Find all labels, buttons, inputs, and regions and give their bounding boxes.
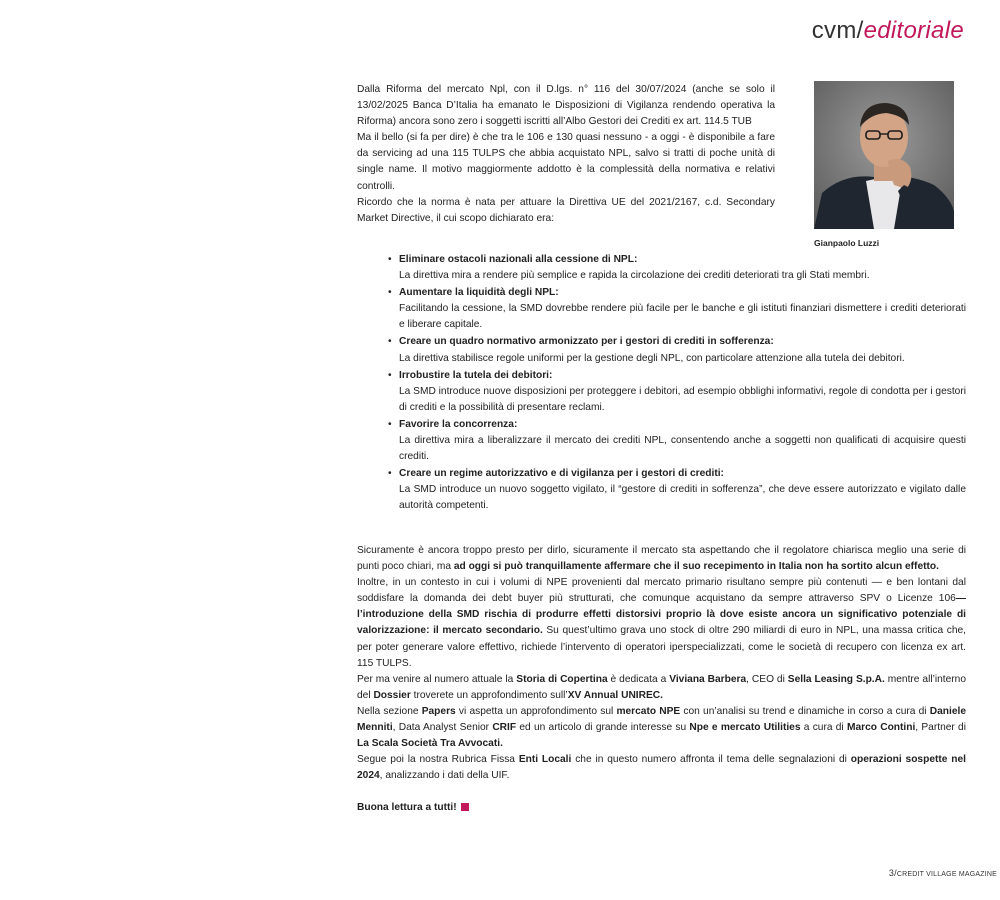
closing-text: Buona lettura a tutti!: [357, 802, 457, 814]
bold-run: Storia di Copertina: [516, 673, 608, 685]
intro-paragraph: Ma il bello (si fa per dire) è che tra le 106 e 130 quasi nessuno - a oggi - è disponibile a fare da servicing ad una 115 TULPS che abbia acquistato NPL, salvo si tratti di poche unità di single name. Il motivo maggiormente addotto è la complessità della normativa e relativi controlli.: [357, 132, 775, 192]
body-paragraph: [357, 575, 966, 672]
page-footer: [889, 868, 997, 878]
list-item-title: • Eliminare ostacoli nazionali alla cessione di NPL:: [399, 254, 638, 265]
text-run: Su quest’ultimo grava uno stock di oltre 290 miliardi di euro in NPL, una massa critica che, per poter generare valore effettivo, richiede l’intervento di operatori iperspecializzati, come le società di recupero con licenza ex art. 115 TULPS.: [357, 625, 966, 669]
bold-run: Npe e mercato Utilities: [689, 722, 801, 734]
text-run: , CEO di: [746, 673, 788, 685]
list-item-text: La direttiva mira a liberalizzare il mercato dei crediti NPL, consentendo anche a soggetti non qualificati di acquisire questi crediti.: [399, 435, 966, 463]
text-run: vi aspetta un approfondimento sul: [455, 705, 617, 717]
list-item: [388, 466, 966, 514]
intro-text: [357, 82, 775, 227]
closing-line: [357, 800, 966, 816]
body-paragraph: [357, 752, 966, 784]
text-run: , Partner di: [915, 722, 966, 734]
bold-run: Dossier: [373, 689, 411, 701]
magazine-brand: cvm/: [811, 17, 864, 44]
body-paragraph: [357, 543, 966, 575]
page-number: 3/: [888, 868, 897, 878]
magazine-section-title: [812, 16, 964, 46]
section-name: editoriale: [863, 17, 964, 44]
list-item-text: La SMD introduce nuove disposizioni per proteggere i debitori, ad esempio obblighi informativi, regole di condotta per i gestori di crediti e la possibilità di presentare reclami.: [399, 385, 966, 413]
text-run: Per ma venire al numero attuale la: [357, 673, 517, 685]
end-mark-icon: [461, 803, 469, 811]
list-item: [388, 368, 966, 416]
editorial-body: [357, 543, 966, 817]
body-paragraph: [357, 704, 966, 752]
text-run: Nella sezione: [357, 705, 422, 717]
magazine-name: CREDIT VILLAGE MAGAZINE: [896, 871, 997, 878]
list-item-text: Facilitando la cessione, la SMD dovrebbe rendere più facile per le banche e gli istituti finanziari dismettere i crediti deteriorati e liberare capitale.: [399, 303, 966, 331]
author-photo: [814, 81, 954, 229]
bold-run: Papers: [421, 705, 456, 717]
bold-run: ad oggi si può tranquillamente affermare che il suo recepimento in Italia non ha sortito alcun effetto.: [453, 561, 939, 573]
text-run: mentre all’interno del: [357, 673, 967, 701]
author-caption: Gianpaolo Luzzi: [814, 238, 880, 248]
bold-run: XV Annual UNIREC.: [567, 689, 663, 701]
text-run: Segue poi la nostra Rubrica Fissa: [357, 754, 519, 766]
text-run: , analizzando i dati della UIF.: [379, 770, 510, 782]
bold-run: CRIF: [492, 722, 517, 734]
bold-run: La Scala Società Tra Avvocati.: [357, 738, 503, 750]
bold-run: Sella Leasing S.p.A.: [787, 673, 885, 685]
intro-paragraph: Ricordo che la norma è nata per attuare la Direttiva UE del 2021/2167, c.d. Secondary Market Directive, il cui scopo dichiarato era:: [357, 196, 775, 224]
bold-run: Marco Contini: [846, 722, 916, 734]
list-item-title: • Creare un quadro normativo armonizzato per i gestori di crediti in sofferenza:: [399, 336, 774, 348]
intro-paragraph: Dalla Riforma del mercato Npl, con il D.lgs. n° 116 del 30/07/2024 (anche se solo il 13/02/2025 Banca D’Italia ha emanato le Disposizioni di Vigilanza rendendo operativa la Riforma) ancora sono zero i soggetti iscritti all’Albo Gestori dei Crediti ex art. 114.5 TUB: [357, 84, 775, 128]
text-run: a cura di: [800, 722, 847, 734]
list-item-text: La direttiva stabilisce regole uniformi per la gestione degli NPL, con particolare attenzione alla tutela dei debitori.: [399, 352, 905, 364]
text-run: , Data Analyst Senior: [392, 722, 493, 734]
list-item: [388, 252, 966, 284]
bold-run: mercato NPE: [616, 705, 681, 717]
body-paragraph: [357, 672, 966, 704]
list-item-title: • Creare un regime autorizzativo e di vigilanza per i gestori di crediti:: [399, 468, 724, 480]
bold-run: Enti Locali: [518, 754, 572, 766]
list-item-text: La direttiva mira a rendere più semplice e rapida la circolazione dei crediti deteriorati tra gli Stati membri.: [399, 270, 870, 282]
text-run: che in questo numero affronta il tema delle segnalazioni di: [571, 754, 851, 766]
text-run: Sicuramente è ancora troppo presto per dirlo, sicuramente il mercato sta aspettando che il regolatore chiarisca meglio una serie di punti poco chiari, ma: [357, 545, 966, 573]
text-run: è dedicata a: [607, 673, 670, 685]
bold-run: operazioni sospette nel 2024: [357, 754, 966, 782]
list-item: [388, 417, 966, 465]
list-item: [388, 285, 966, 333]
list-item-text: La SMD introduce un nuovo soggetto vigilato, il “gestore di crediti in sofferenza”, che deve essere autorizzato e vigilato dalle autorità competenti.: [399, 484, 966, 512]
objectives-list: [388, 252, 966, 516]
text-run: ed un articolo di grande interesse su: [516, 722, 690, 734]
text-run: troverete un approfondimento sull’: [410, 689, 568, 701]
list-item-title: • Aumentare la liquidità degli NPL:: [399, 287, 559, 299]
list-item-title: • Irrobustire la tutela dei debitori:: [399, 369, 553, 381]
bold-run: Daniele Menniti: [357, 705, 966, 734]
list-item-title: • Favorire la concorrenza:: [399, 418, 518, 430]
list-item: [388, 334, 966, 366]
text-run: con un’analisi su trend e dinamiche in corso a cura di: [680, 705, 930, 717]
bold-run: — l’introduzione della SMD rischia di produrre effetti distorsivi proprio là dove esiste ancora un significativo potenziale di valorizzazione: il mercato secondario.: [357, 593, 966, 637]
bold-run: Viviana Barbera: [669, 673, 747, 685]
text-run: Inoltre, in un contesto in cui i volumi di NPE provenienti dal mercato primario risultano sempre più contenuti — e ben lontani dal soddisfare la domanda dei debt buyer più strutturati, che comunque acquistano da sempre attraverso SPV o Licenze 106: [357, 577, 966, 605]
